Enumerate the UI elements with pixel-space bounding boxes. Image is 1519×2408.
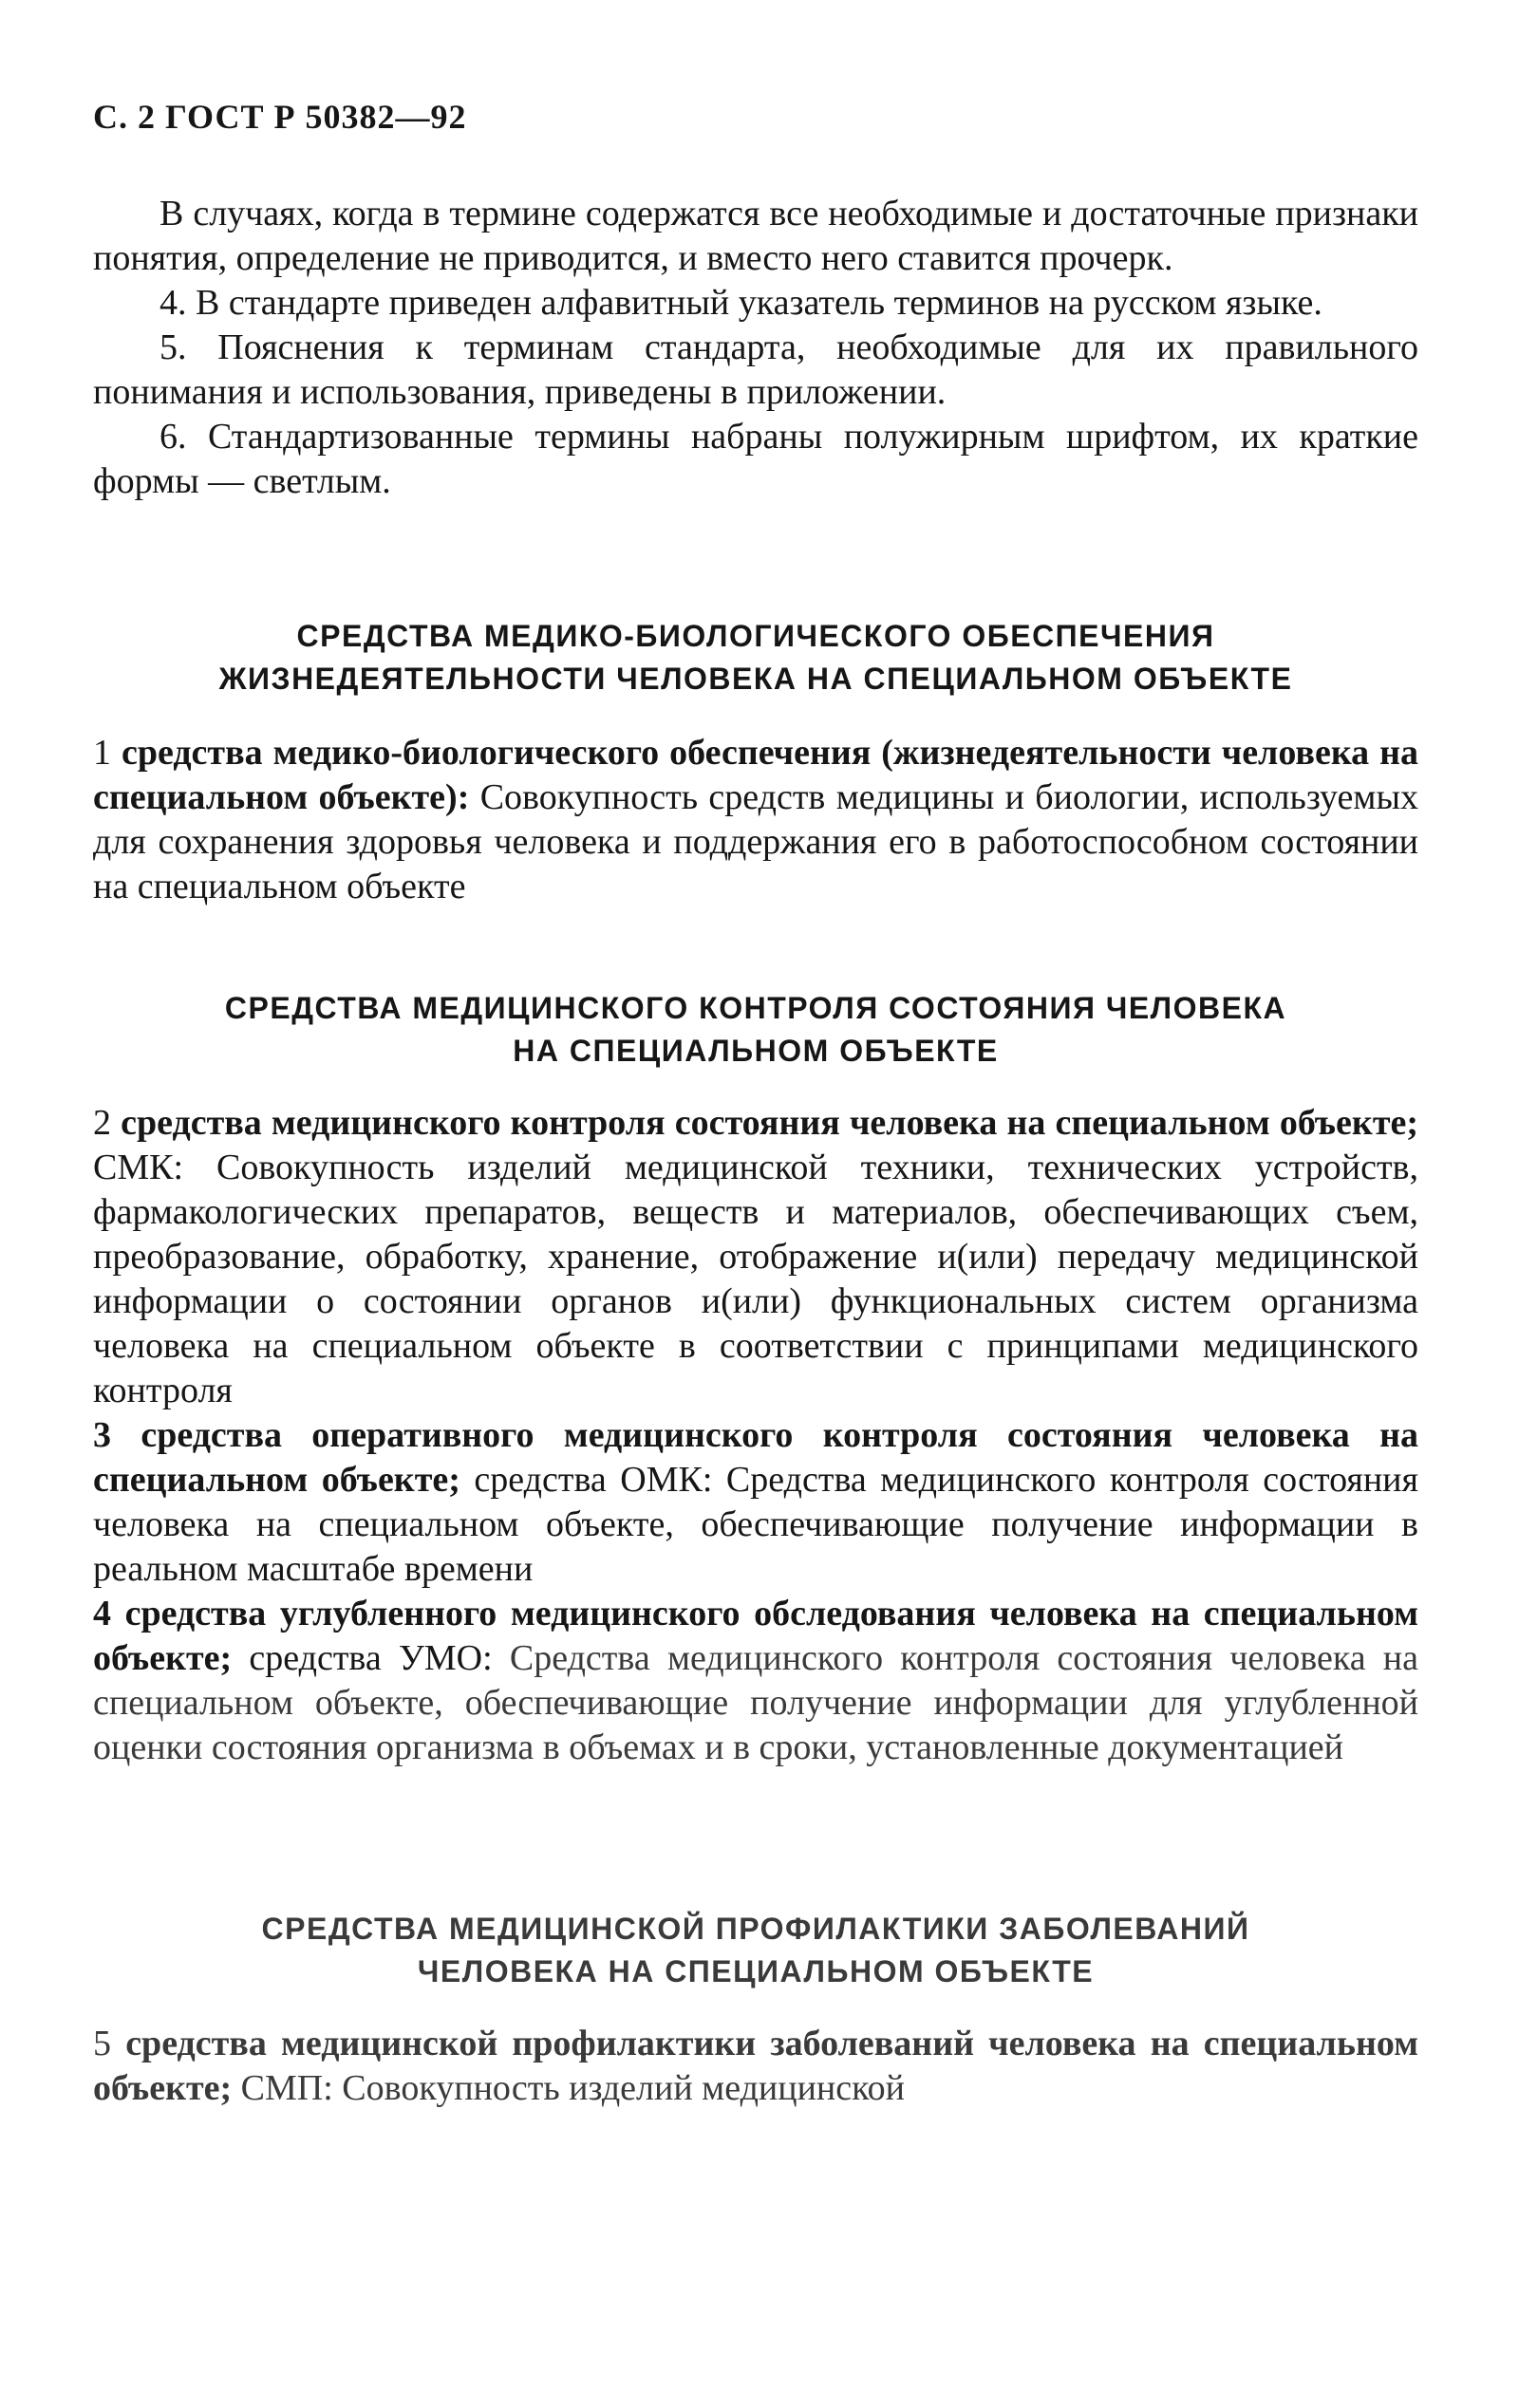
section-1-title-line-2: ЖИЗНЕДЕЯТЕЛЬНОСТИ ЧЕЛОВЕКА НА СПЕЦИАЛЬНОМ ОБЪЕКТЕ bbox=[218, 662, 1293, 696]
term-entry-3 bbox=[93, 1413, 1418, 1592]
intro-paragraph-1: В случаях, когда в термине содержатся все необходимые и достаточные признаки понятия, определение не приводится, и вместо него ставится прочерк. bbox=[93, 194, 1418, 278]
term-entry-4 bbox=[93, 1592, 1418, 1770]
intro-paragraph-2: 4. В стандарте приведен алфавитный указатель терминов на русском языке. bbox=[159, 283, 1322, 323]
term-name: средства оперативного медицинского контроля состояния человека на специальном объекте; bbox=[93, 1415, 1418, 1500]
term-name: средства медико-биологического обеспечения (жизнедеятельности человека на специальном объекте): bbox=[93, 733, 1418, 817]
intro-paragraph-3: 5. Пояснения к терминам стандарта, необходимые для их правильного понимания и использования, приведены в приложении. bbox=[93, 327, 1418, 412]
term-entry-5 bbox=[93, 2022, 1418, 2111]
term-definition: Совокупность изделий медицинской техники, технических устройств, фармакологических препаратов, веществ и материалов, обеспечивающих съем, преобразование, обработку, хранение, отображение и(или) передачу медицинской информации о состоянии органов и(или) функциональных систем организма человека на специальном объекте в соответствии с принципами медицинского контроля bbox=[93, 1148, 1418, 1410]
term-number: 3 bbox=[93, 1415, 111, 1455]
term-short-form: средства ОМК: bbox=[474, 1460, 713, 1500]
section-2-terms bbox=[93, 1101, 1418, 1770]
term-entry-2 bbox=[93, 1101, 1418, 1413]
term-number: 1 bbox=[93, 733, 111, 773]
term-short-form: СМП: bbox=[240, 2068, 333, 2108]
term-name: средства медицинской профилактики заболеваний человека на специальном объекте; bbox=[93, 2024, 1419, 2108]
section-1-title-line-1: СРЕДСТВА МЕДИКО-БИОЛОГИЧЕСКОГО ОБЕСПЕЧЕНИЯ bbox=[296, 619, 1215, 653]
term-number: 2 bbox=[93, 1103, 111, 1143]
term-number: 4 bbox=[93, 1594, 111, 1633]
section-3-heading bbox=[93, 1908, 1418, 1993]
section-3-title-line-2: ЧЕЛОВЕКА НА СПЕЦИАЛЬНОМ ОБЪЕКТЕ bbox=[417, 1954, 1095, 1988]
term-definition: Средства медицинского контроля состояния человека на специальном объекте, обеспечивающие получение информации для углубленной оценки состояния организма в объемах и в сроки, установленные документацией bbox=[93, 1638, 1419, 1767]
section-2-title-line-2: НА СПЕЦИАЛЬНОМ ОБЪЕКТЕ bbox=[513, 1034, 999, 1068]
term-name: средства углубленного медицинского обследования человека на специальном объекте; bbox=[93, 1594, 1419, 1678]
section-2-title-line-1: СРЕДСТВА МЕДИЦИНСКОГО КОНТРОЛЯ СОСТОЯНИЯ ЧЕЛОВЕКА bbox=[224, 991, 1287, 1025]
section-3-terms bbox=[93, 2022, 1418, 2111]
term-short-form: средства УМО: bbox=[249, 1638, 493, 1678]
section-1-terms bbox=[93, 731, 1418, 909]
intro-block bbox=[93, 192, 1418, 504]
term-number: 5 bbox=[93, 2024, 111, 2063]
term-definition: Совокупность изделий медицинской bbox=[342, 2068, 905, 2108]
term-definition: Совокупность средств медицины и биологии, используемых для сохранения здоровья человека и поддержания его в работоспособном состоянии на специальном объекте bbox=[93, 777, 1419, 906]
term-short-form: СМК: bbox=[93, 1148, 184, 1187]
section-1-heading bbox=[93, 615, 1418, 700]
term-entry-1 bbox=[93, 731, 1418, 909]
page-header: С. 2 ГОСТ Р 50382—92 bbox=[93, 98, 467, 136]
intro-paragraph-4: 6. Стандартизованные термины набраны полужирным шрифтом, их краткие формы — светлым. bbox=[93, 417, 1418, 501]
term-definition: Средства медицинского контроля состояния человека на специальном объекте, обеспечивающие получение информации в реальном масштабе времени bbox=[93, 1460, 1418, 1589]
term-name: средства медицинского контроля состояния человека на специальном объекте; bbox=[121, 1103, 1418, 1143]
section-2-heading bbox=[93, 987, 1418, 1073]
section-3-title-line-1: СРЕДСТВА МЕДИЦИНСКОЙ ПРОФИЛАКТИКИ ЗАБОЛЕВАНИЙ bbox=[261, 1912, 1250, 1946]
